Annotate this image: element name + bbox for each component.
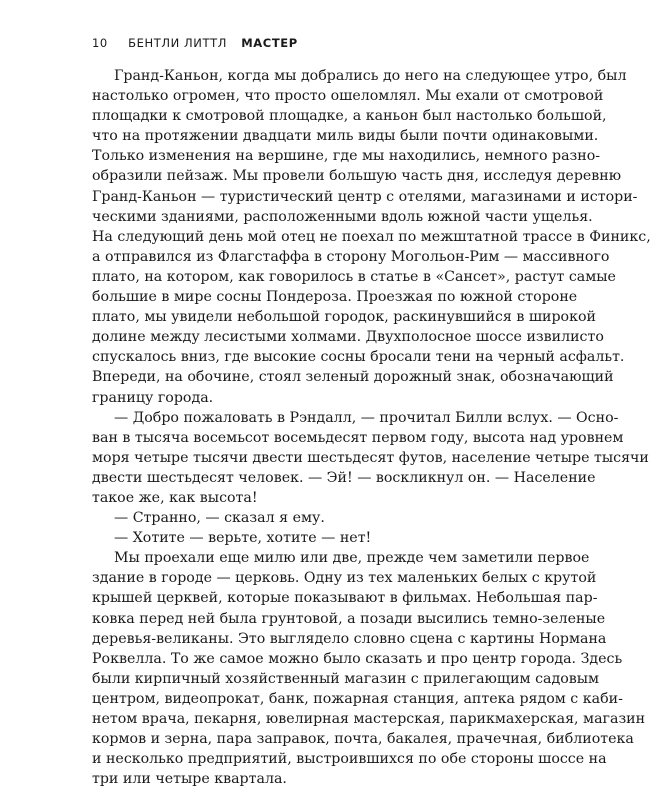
text-line: три или четыре квартала.: [92, 771, 287, 788]
text-line: Только изменения на вершине, где мы находились, немного разно-: [92, 148, 601, 165]
text-line: настолько огромен, что просто ошеломлял. Мы ехали от смотровой: [92, 88, 604, 105]
text-line: На следующий день мой отец не поехал по межштатной трассе в Финикс,: [92, 228, 651, 245]
body-text: [92, 66, 651, 789]
text-line: моря четыре тысячи двести шестьдесят футов, население четыре тысячи: [92, 449, 649, 466]
text-line: а отправился из Флагстаффа в сторону Могольон-Рим — массивного: [92, 248, 610, 265]
page-number: 10: [92, 36, 108, 50]
text-line: центром, видеопрокат, банк, пожарная станция, аптека рядом с каби-: [92, 690, 623, 707]
text-line: такое же, как высота!: [92, 489, 258, 506]
text-line: долине между лесистыми холмами. Двухполосное шоссе извилисто: [92, 329, 604, 346]
text-line: нетом врача, пекарня, ювелирная мастерская, парикмахерская, магазин: [92, 711, 646, 727]
text-line: кормов и зерна, пара заправок, почта, бакалея, прачечная, библиотека: [92, 731, 634, 748]
text-line: двести шестьдесят человек. — Эй! — воскликнул он. — Население: [92, 469, 596, 486]
text-line: границу города.: [92, 389, 214, 406]
text-line: Роквелла. То же самое можно было сказать и про центр города. Здесь: [92, 650, 623, 667]
text-line: спускалось вниз, где высокие сосны бросали тени на черный асфальт.: [92, 349, 625, 366]
running-head: [92, 36, 298, 50]
text-line: Гранд-Каньон — туристический центр с отелями, магазинами и истори-: [92, 188, 638, 205]
text-line: здание в городе — церковь. Одну из тех маленьких белых с крутой: [92, 570, 597, 587]
text-line: ковка перед ней была грунтовой, а позади высились темно-зеленые: [92, 610, 606, 627]
text-line: плато, на котором, как говорилось в статье в «Сансет», растут самые: [92, 268, 616, 285]
text-line: площадки к смотровой площадке, а каньон был настолько большой,: [92, 108, 607, 125]
text-line: что на протяжении двадцати миль виды были почти одинаковыми.: [92, 128, 599, 145]
text-line: и несколько предприятий, выстроившихся по обе стороны шоссе на: [92, 751, 607, 768]
text-line: ван в тысяча восемьсот восемьдесят первом году, высота над уровнем: [92, 429, 624, 446]
text-line: были кирпичный хозяйственный магазин с прилегающим садовым: [92, 670, 600, 687]
text-line: большие в мире сосны Пондероза. Проезжая по южной стороне: [92, 289, 578, 306]
text-line: плато, мы увидели небольшой городок, раскинувшийся в широкой: [92, 309, 596, 326]
text-line: ческими зданиями, расположенными вдоль южной части ущелья.: [92, 208, 593, 225]
text-line: Впереди, на обочине, стоял зеленый дорожный знак, обозначающий: [92, 369, 614, 386]
text-line: деревья-великаны. Это выглядело словно сцена с картины Нормана: [92, 630, 607, 647]
book-title: МАСТЕР: [241, 36, 298, 50]
text-line: Гранд-Каньон, когда мы добрались до него на следующее утро, был: [114, 68, 627, 84]
text-line: — Странно, — сказал я ему.: [114, 510, 325, 527]
author-name: БЕНТЛИ ЛИТТЛ: [128, 36, 227, 50]
text-line: крышей церквей, которые показывают в фильмах. Небольшая пар-: [92, 590, 598, 607]
text-line: — Добро пожаловать в Рэндалл, — прочитал Билли вслух. — Осно-: [114, 409, 619, 426]
text-line: — Хотите — верьте, хотите — нет!: [114, 530, 372, 547]
text-line: образили пейзаж. Мы провели большую часть дня, исследуя деревню: [92, 168, 622, 185]
text-line: Мы проехали еще милю или две, прежде чем заметили первое: [114, 550, 590, 567]
